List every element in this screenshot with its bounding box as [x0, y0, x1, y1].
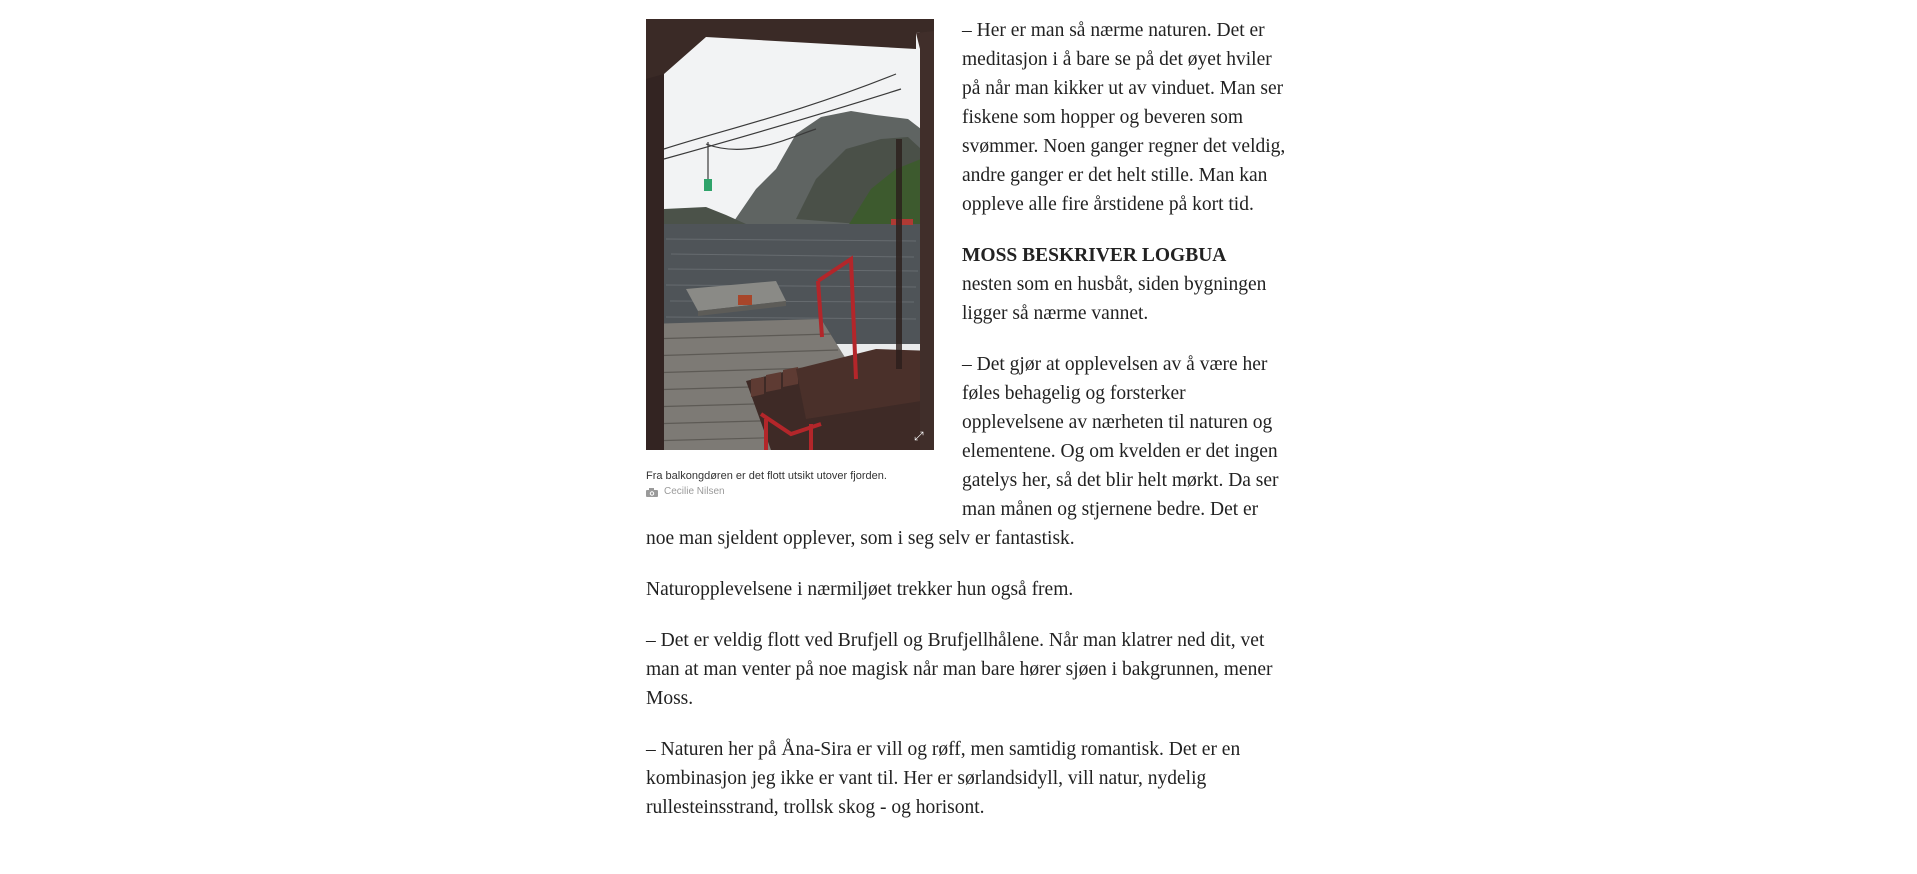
- fjord-photo[interactable]: [646, 19, 934, 450]
- paragraph-2-body: nesten som en husbåt, siden bygningen ligger så nærme vannet.: [962, 274, 1267, 324]
- camera-icon: [646, 488, 658, 497]
- fjord-photo-illustration: [646, 19, 934, 450]
- paragraph-5: – Det er veldig flott ved Brufjell og Brufjellhålene. Når man klatrer ned dit, vet man at man venter på noe magisk når man bare hører sjøen i bakgrunnen, mener Moss.: [646, 630, 1273, 709]
- subheading: MOSS BESKRIVER LOGBUA: [962, 245, 1227, 266]
- photo-credit-name: Cecilie Nilsen: [664, 486, 725, 497]
- article-figure: [646, 19, 934, 499]
- paragraph-3: – Det gjør at opplevelsen av å være her føles behagelig og forsterker opplevelsene av nærheten til naturen og elementene. Og om kvelden er det ingen gatelys her, så det blir helt mørkt. Da ser man månen og stjernene bedre. Det er noe man sjeldent opplever, som i seg selv er fantastisk.: [646, 354, 1279, 549]
- paragraph-4: Naturopplevelsene i nærmiljøet trekker hun også frem.: [646, 579, 1074, 600]
- photo-credit: [646, 485, 934, 499]
- article-body: [646, 0, 1286, 844]
- paragraph-1: – Her er man så nærme naturen. Det er meditasjon i å bare se på det øyet hviler på når man kikker ut av vinduet. Man ser fiskene som hopper og beveren som svømmer. Noen ganger regner det veldig, andre ganger er det helt stille. Man kan oppleve alle fire årstidene på kort tid.: [962, 20, 1286, 215]
- paragraph-6: – Naturen her på Åna-Sira er vill og røff, men samtidig romantisk. Det er en kombinasjon jeg ikke er vant til. Her er sørlandsidyll, vill natur, nydelig rullesteinsstrand, trollsk skog - og horisont.: [646, 739, 1241, 818]
- expand-icon[interactable]: ⤢: [914, 429, 924, 443]
- image-caption: Fra balkongdøren er det flott utsikt utover fjorden.: [646, 470, 887, 482]
